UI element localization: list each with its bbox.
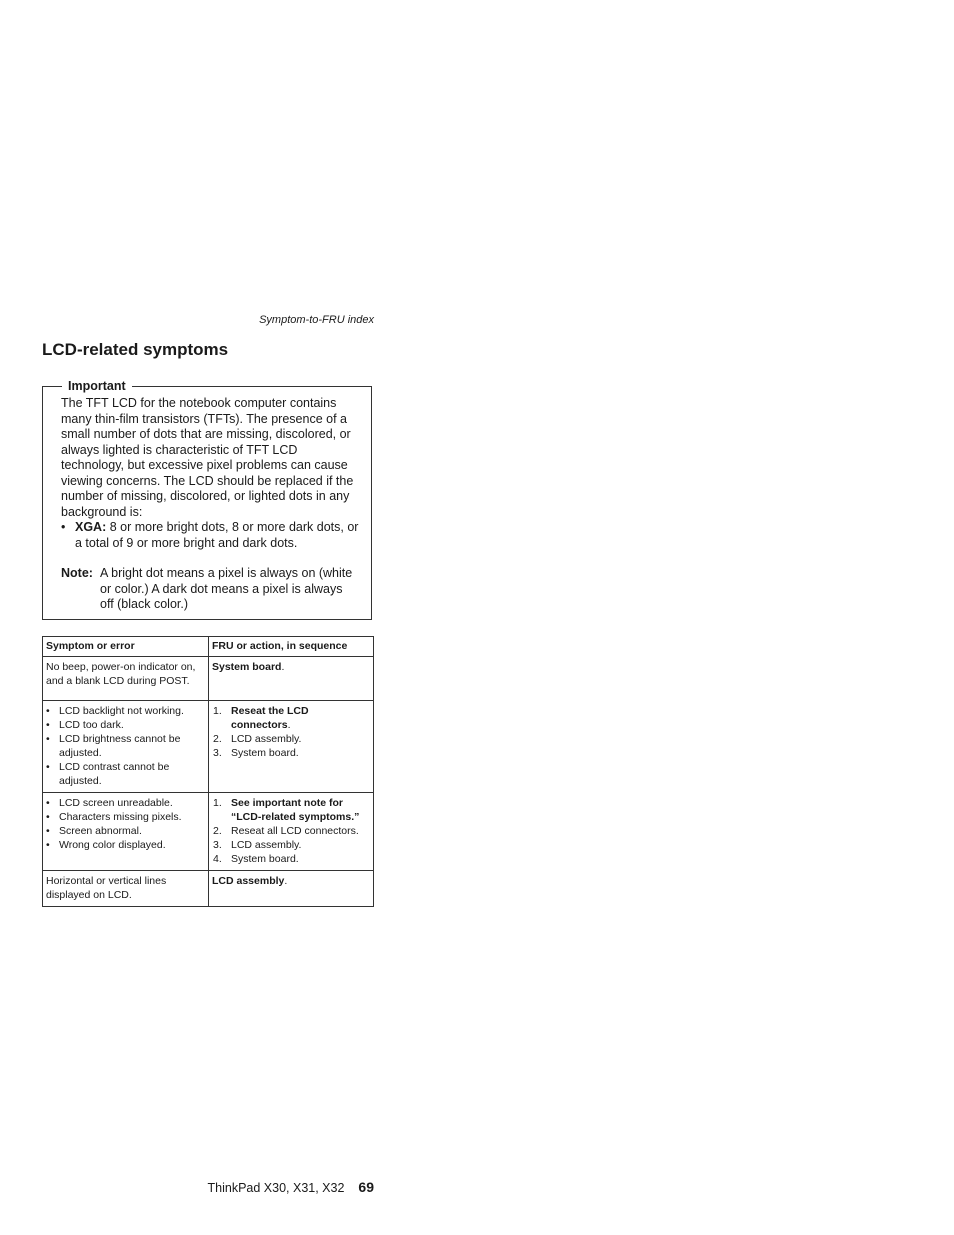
- xga-bullet: [61, 520, 359, 551]
- step-number: 2.: [213, 825, 222, 837]
- table-header-row: [43, 637, 374, 657]
- page-number: 69: [358, 1179, 374, 1195]
- symptom-text: LCD backlight not working.: [59, 705, 184, 717]
- important-notice-box: [42, 379, 372, 620]
- action-suffix: .: [281, 661, 285, 673]
- step-number: 1.: [213, 705, 222, 717]
- xga-description: 8 or more bright dots, 8 or more dark dots, or a total of 9 or more bright and dark dots.: [75, 520, 359, 550]
- symptom-text: Wrong color displayed.: [59, 839, 166, 851]
- note: [61, 566, 359, 613]
- step-number: 1.: [213, 797, 222, 809]
- symptom-cell: No beep, power-on indicator on, and a blank LCD during POST.: [43, 657, 209, 701]
- step-number: 4.: [213, 853, 222, 865]
- symptom-list: [46, 796, 205, 852]
- box-border-right: [132, 386, 372, 387]
- symptom-text: LCD contrast cannot be adjusted.: [59, 761, 170, 787]
- bullet-icon: •: [46, 825, 50, 837]
- list-item: [46, 760, 205, 788]
- list-item: [212, 852, 370, 866]
- important-label: Important: [68, 379, 126, 393]
- important-paragraph: The TFT LCD for the notebook computer contains many thin-film transistors (TFTs). The presence of a small number of dots that are missing, discolored, or always lighted is characteristic of TFT LCD technology, but excessive pixel problems can cause viewing concerns. The LCD should be replaced if the number of missing, discolored, or lighted dots in any background is:: [61, 396, 354, 519]
- book-title: ThinkPad X30, X31, X32: [207, 1181, 345, 1195]
- list-item: [212, 824, 370, 838]
- bullet-icon: •: [46, 719, 50, 731]
- column-header-symptom: Symptom or error: [43, 637, 209, 657]
- xga-bullet-text: [75, 520, 359, 551]
- list-item: [212, 704, 370, 732]
- symptom-list: [46, 704, 205, 788]
- symptom-text: Characters missing pixels.: [59, 811, 182, 823]
- step-text: [231, 704, 370, 732]
- step-number: 3.: [213, 747, 222, 759]
- list-item: [46, 704, 205, 718]
- symptom-text: LCD brightness cannot be adjusted.: [59, 733, 181, 759]
- bullet-icon: •: [46, 811, 50, 823]
- section-title: LCD-related symptoms: [42, 340, 229, 359]
- step-text: LCD assembly.: [231, 733, 302, 745]
- symptom-cell: [43, 793, 209, 871]
- symptom-text: LCD screen unreadable.: [59, 797, 173, 809]
- bullet-icon: •: [46, 733, 50, 745]
- list-item: [46, 838, 205, 852]
- bullet-icon: •: [46, 797, 50, 809]
- note-text: A bright dot means a pixel is always on (white or color.) A dark dot means a pixel is always off (black color.): [100, 566, 353, 611]
- table-row: [43, 871, 374, 907]
- step-text: System board.: [231, 853, 299, 865]
- xga-term: XGA:: [75, 520, 107, 534]
- step-text: Reseat all LCD connectors.: [231, 825, 359, 837]
- list-item: [212, 732, 370, 746]
- list-item: [212, 838, 370, 852]
- symptom-cell: Horizontal or vertical lines displayed on LCD.: [43, 871, 209, 907]
- note-label: Note:: [61, 566, 93, 580]
- step-suffix: .: [287, 719, 291, 731]
- running-head: Symptom-to-FRU index: [259, 314, 374, 326]
- symptom-cell: [43, 701, 209, 793]
- list-item: [212, 796, 370, 824]
- table-row: [43, 793, 374, 871]
- step-bold: See important note for “LCD-related symptoms.”: [231, 797, 360, 823]
- symptom-fru-table: [42, 636, 374, 907]
- bullet-icon: •: [46, 761, 50, 773]
- action-list: [212, 704, 370, 760]
- table-row: [43, 657, 374, 701]
- list-item: [46, 810, 205, 824]
- list-item: [46, 796, 205, 810]
- step-text: LCD assembly.: [231, 839, 302, 851]
- action-list: [212, 796, 370, 866]
- list-item: [46, 824, 205, 838]
- step-text: System board.: [231, 747, 299, 759]
- symptom-text: Screen abnormal.: [59, 825, 142, 837]
- action-bold: System board: [212, 661, 282, 673]
- action-cell: [209, 871, 374, 907]
- bullet-icon: •: [46, 839, 50, 851]
- action-bold: LCD assembly: [212, 875, 285, 887]
- list-item: [212, 746, 370, 760]
- box-border-left: [43, 386, 62, 387]
- action-suffix: .: [284, 875, 288, 887]
- bullet-icon: •: [61, 520, 66, 534]
- list-item: [46, 732, 205, 760]
- step-number: 3.: [213, 839, 222, 851]
- bullet-icon: •: [46, 705, 50, 717]
- action-cell: [209, 701, 374, 793]
- action-cell: [209, 657, 374, 701]
- step-bold: Reseat the LCD connectors: [231, 705, 309, 731]
- action-cell: [209, 793, 374, 871]
- list-item: [46, 718, 205, 732]
- page-footer: [200, 1179, 374, 1195]
- step-number: 2.: [213, 733, 222, 745]
- symptom-text: LCD too dark.: [59, 719, 124, 731]
- important-body: [61, 396, 359, 613]
- table-row: [43, 701, 374, 793]
- column-header-action: FRU or action, in sequence: [209, 637, 374, 657]
